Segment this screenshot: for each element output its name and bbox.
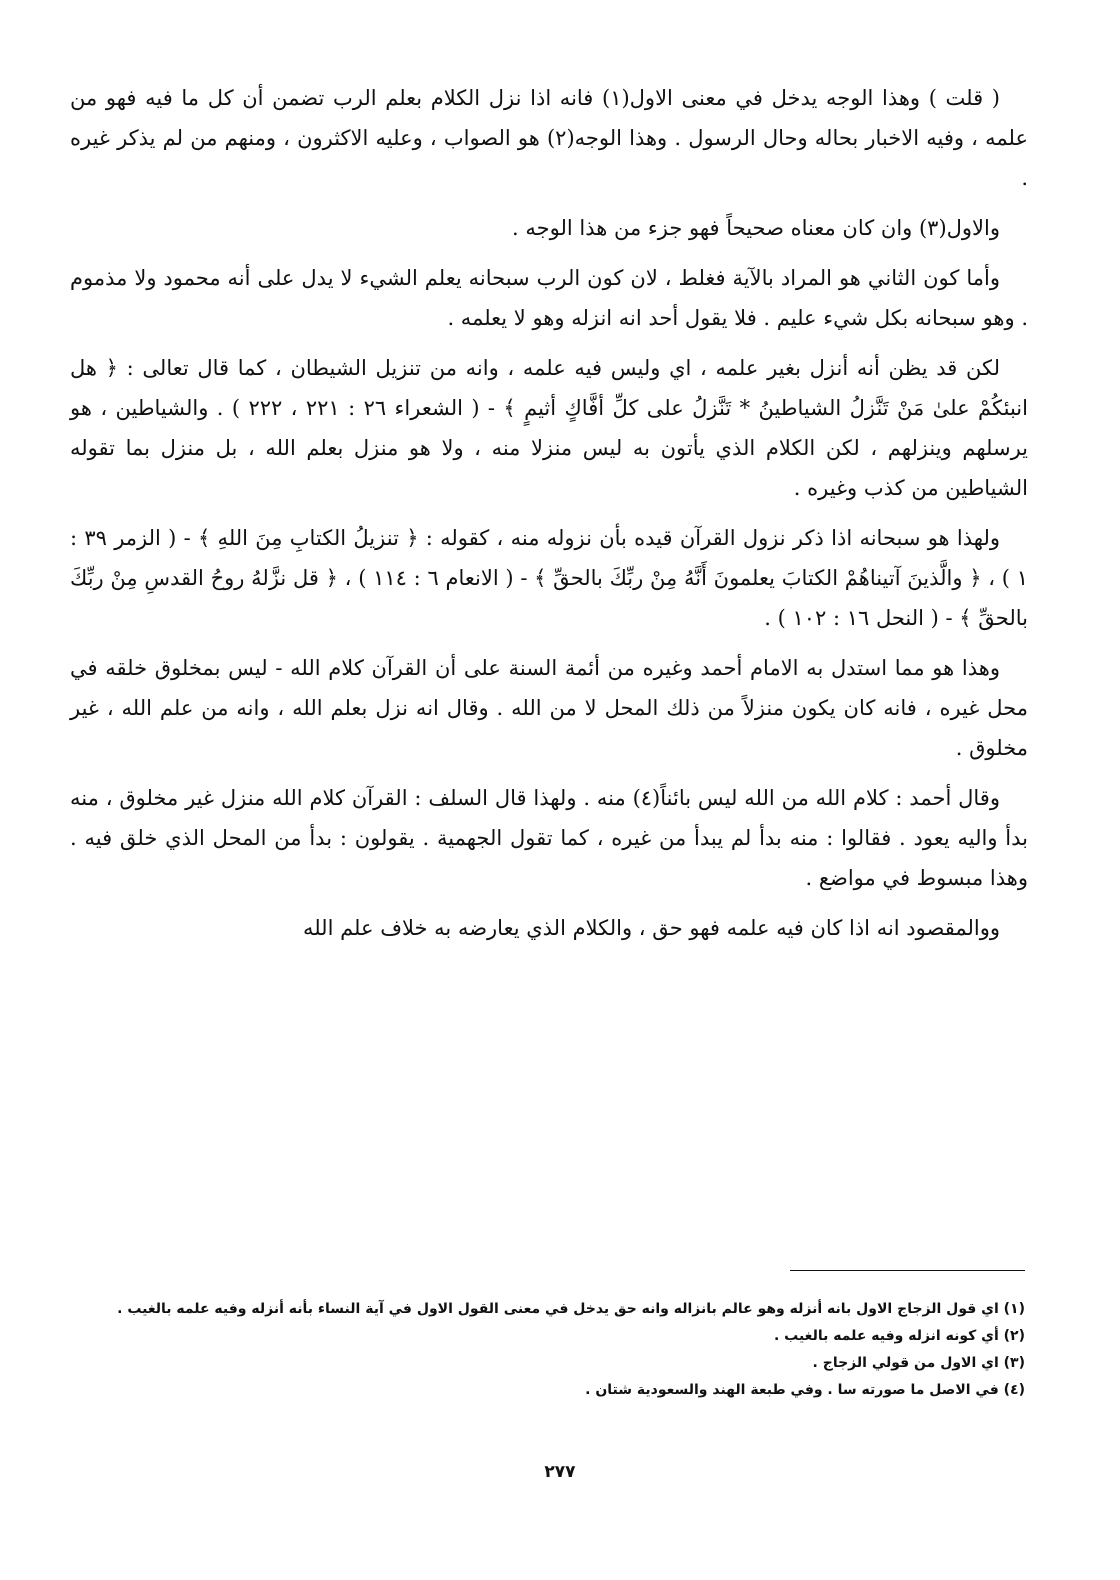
paragraph-3: وأما كون الثاني هو المراد بالآية فغلط ، لان كون الرب سبحانه يعلم الشيء لا يدل على أنه محمود ولا مذموم . وهو سبحانه بكل شيء عليم . فلا يقول أحد انه انزله وهو لا يعلمه . (70, 266, 1028, 330)
paragraph-5: ولهذا هو سبحانه اذا ذكر نزول القرآن قيده بأن نزوله منه ، كقوله : ﴿ تنزيلُ الكتابِ مِنَ اللهِ ﴾ - ( الزمر ٣٩ : ١ ) ، ﴿ والَّذينَ آتيناهُمْ الكتابَ يعلمونَ أَنَّهُ مِنْ ربِّكَ بالحقِّ ﴾ - ( الانعام ٦ : ١١٤ ) ، ﴿ قل نزَّلهُ روحُ القدسِ مِنْ ربِّكَ بالحقِّ ﴾ - ( النحل ١٦ : ١٠٢ ) . (70, 526, 1028, 630)
footnote-4: (٤) في الاصل ما صورته سا . وفي طبعة الهند والسعودية شتان . (585, 1382, 1025, 1398)
footnote-separator (790, 1270, 1025, 1271)
main-text (70, 78, 1028, 956)
paragraph-6: وهذا هو مما استدل به الامام أحمد وغيره من أئمة السنة على أن القرآن كلام الله - ليس بمخلوق خلقه في محل غيره ، فانه كان يكون منزلاً من ذلك المحل لا من الله . وقال انه نزل بعلم الله ، وانه من علم الله ، غير مخلوق . (70, 656, 1028, 760)
paragraph-8: ووالمقصود انه اذا كان فيه علمه فهو حق ، والكلام الذي يعارضه به خلاف علم الله (302, 916, 1000, 940)
paragraph-4: لكن قد يظن أنه أنزل بغير علمه ، اي وليس فيه علمه ، وانه من تنزيل الشيطان ، كما قال تعالى : ﴿ هل انبئكُمْ علىٰ مَنْ تَنَّزلُ الشياطينُ * تَنَّزلُ على كلِّ أفَّاكٍ أثيمٍ ﴾ - ( الشعراء ٢٦ : ٢٢١ ، ٢٢٢ ) . والشياطين ، هو يرسلهم وينزلهم ، لكن الكلام الذي يأتون به ليس منزلا منه ، ولا هو منزل بعلم الله ، بل منزل بما تقوله الشياطين من كذب وغيره . (70, 356, 1028, 500)
footnote-2: (٢) أي كونه انزله وفيه علمه بالغيب . (773, 1328, 1025, 1344)
paragraph-2: والاول(٣) وان كان معناه صحيحاً فهو جزء من هذا الوجه . (512, 216, 1000, 240)
paragraph-1: ( قلت ) وهذا الوجه يدخل في معنى الاول(١) فانه اذا نزل الكلام بعلم الرب تضمن أن كل ما فيه فهو من علمه ، وفيه الاخبار بحاله وحال الرسول . وهذا الوجه(٢) هو الصواب ، وعليه الاكثرون ، ومنهم من لم يذكر غيره . (70, 86, 1028, 190)
footnote-1: (١) اي قول الزجاج الاول بانه أنزله وهو عالم بانزاله وانه حق يدخل في معنى القول الاول في آية النساء بأنه أنزله وفيه علمه بالغيب . (117, 1301, 1025, 1317)
footnotes (70, 1296, 1025, 1404)
footnote-3: (٣) اي الاول من قولي الزجاج . (812, 1355, 1025, 1371)
page-number: ٢٧٧ (544, 1462, 576, 1482)
paragraph-7: وقال أحمد : كلام الله من الله ليس بائناً(٤) منه . ولهذا قال السلف : القرآن كلام الله منزل غير مخلوق ، منه بدأ واليه يعود . فقالوا : منه بدأ لم يبدأ من غيره ، كما تقول الجهمية . يقولون : بدأ من المحل الذي خلق فيه . وهذا مبسوط في مواضع . (70, 786, 1028, 890)
